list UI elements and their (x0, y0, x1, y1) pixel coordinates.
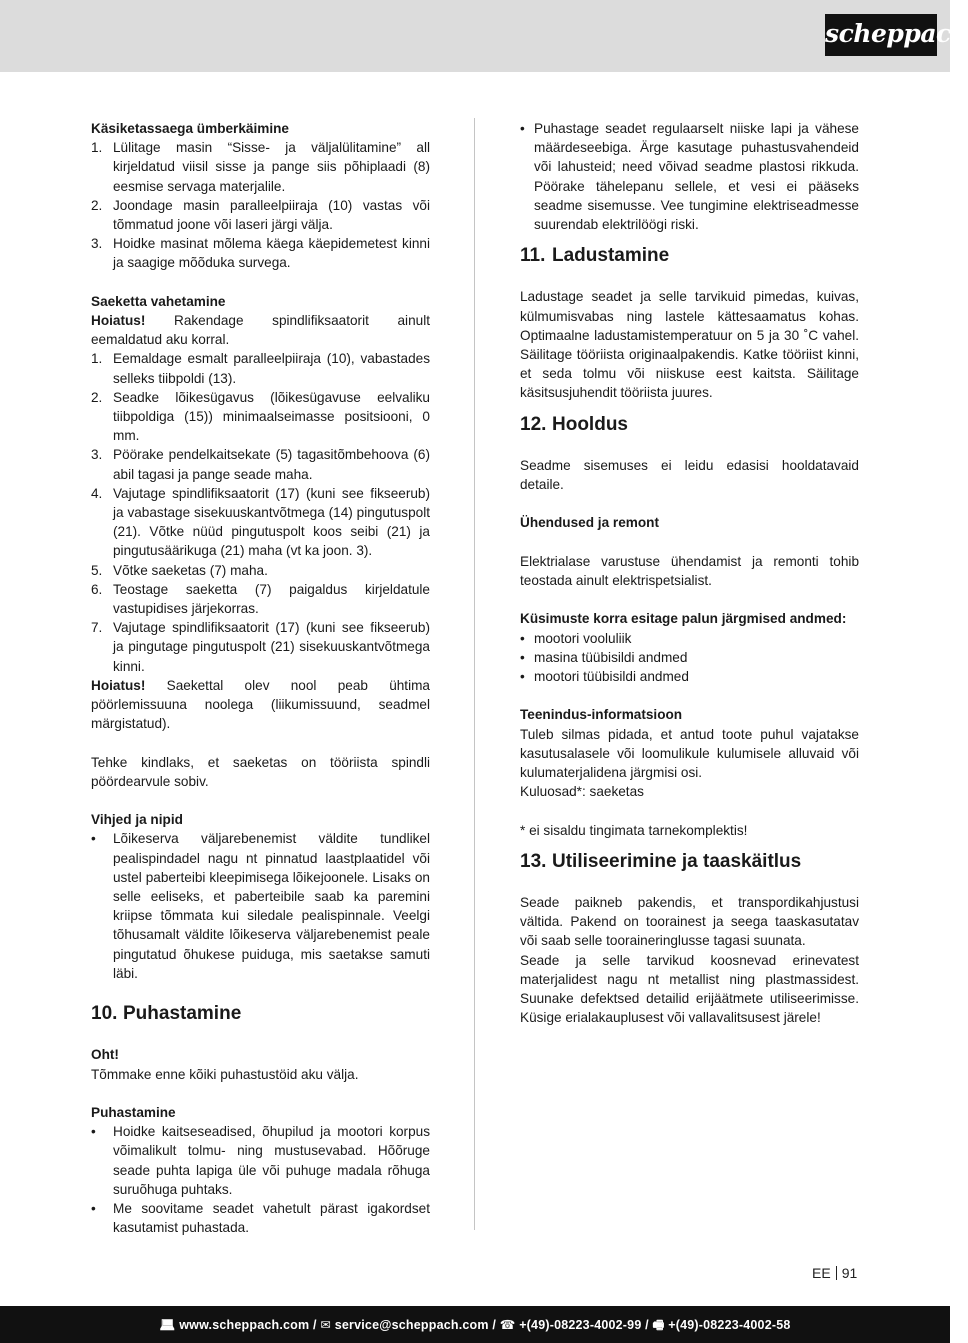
section-heading: Ühendused ja remont (520, 515, 659, 531)
computer-icon: 💻︎ (159, 1318, 176, 1332)
section-heading: Küsimuste korra esitage palun järgmised andmed: (520, 611, 847, 627)
list-item: 1. Eemaldage esmalt paralleelpiiraja (10), vabastades selleks tiibpoldi (13). (91, 351, 430, 386)
numbered-list (91, 349, 430, 675)
bullet-list (91, 829, 430, 983)
list-item: 5. Võtke saeketas (7) maha. (91, 562, 268, 578)
list-item: 6. Teostage saeketta (7) paigaldus kirjeldatule vastupidises järjekorras. (91, 581, 430, 617)
section-heading: Teenindus-informatsioon (520, 707, 683, 723)
bullet-list (520, 119, 859, 234)
bullet-list (91, 1122, 430, 1237)
header-band (0, 0, 950, 72)
paragraph: Kuluosad*: saeketas (520, 784, 644, 800)
list-item: 7. Vajutage spindlifiksaatorit (17) (kuni see fikseerub) ja pingutage pingutuspolt (21) sisekuuskantvõtmega kinni. (91, 620, 430, 674)
numbered-list (91, 138, 430, 272)
paragraph: Tehke kindlaks, et saeketas on tööriista spindli pöördearvule sobiv. (91, 754, 430, 789)
list-item: • Me soovitame seadet vahetult pärast igakordset kasutamist puhastada. (91, 1201, 430, 1236)
section-heading: Käsiketassaega ümberkäimine (91, 121, 289, 136)
section-heading: Puhastamine (91, 1105, 176, 1121)
list-item: 2. Joondage masin paralleelpiiraja (10) vastas või tõmmatud joone või laseri järgi välja. (91, 197, 430, 233)
list-item: 3. Hoidke masinat mõlema käega käepidemetest kinni ja saagige mõõduka survega. (91, 236, 430, 271)
mail-icon: ✉︎ (320, 1318, 332, 1332)
footnote: * ei sisaldu tingimata tarnekomplektis! (520, 822, 748, 838)
list-item: • Lõikeserva väljarebenemist väldite tundlikel pealispindadel nagu nt pinnatud laastplaatidel või ustel paberteibi kleepimisega lõikejoonele. Lisaks on selle eeliseks, et paberteibile saab ka paremini kriipse tõmmata kui siledale pealispinnale. Veelgi tõhusamalt väldite lõikeserva väljarebenemist peale pingutatud õhukese puiduga, mis saetakse samuti läbi. (91, 831, 430, 981)
chapter-heading: 11. Ladustamine (520, 245, 670, 267)
right-column (520, 119, 859, 1027)
footer-bar (0, 1306, 950, 1343)
warning-paragraph: Hoiatus! Rakendage spindlifiksaatorit ainult eemaldatud aku korral. (91, 313, 430, 348)
list-item: • Puhastage seadet regulaarselt niiske lapi ja vähese määrdeseebiga. Ärge kasutage puhastusvahendeid või lahusteid; need võivad seadme plastosi rikkuda. Pöörake tähelepanu sellele, et vesi ei pääseks seadme sisemusse. Vee tungimine elektriseadmesse suurendab elektrilöögi riski. (520, 121, 859, 233)
brand-logo: scheppach (825, 14, 937, 56)
chapter-heading: 13. Utiliseerimine ja taaskäitlus (520, 850, 802, 872)
paragraph: Seade paikneb pakendis, et transpordikahjustusi vältida. Pakend on toorainest ja seega taaskasutatav või saab selle tooraineringlusse tagasi suunata. (520, 894, 859, 949)
page-number: EE 91 (812, 1265, 858, 1281)
paragraph: Seade ja selle tarvikud koosnevad erinevatest materjalidest nagu nt metallist ning plastmassidest. Suunake defektsed detailid erijäätmete utiliseerimisse. Küsige erialakauplusest või vallavalitsusest järele! (520, 952, 859, 1026)
column-divider (474, 118, 475, 1230)
warning-label: Oht! (91, 1047, 119, 1063)
list-item: 2. Seadke lõikesügavus (lõikesügavuse eelvaliku tiibpoldiga (15)) minimaalseimasse positsiooni, 0 mm. (91, 389, 430, 444)
paragraph: Tõmmake enne kõiki puhastustöid aku välja. (91, 1066, 359, 1082)
section-heading: Vihjed ja nipid (91, 812, 183, 828)
list-item: • mootori vooluliik (520, 630, 632, 646)
paragraph: Ladustage seadet ja selle tarvikuid pimedas, kuivas, külmumisvabas ning lastele kättesaamatus kohas. Optimaalne ladustamistemperatuur on 5 ja 30 ˚C vahel. Säilitage tööriista originaalpakendis. Katke tööriist kinni, et seda tolmu või niiskuse eest kaitsta. Säilitage käsitsusjuhendit tööriista juures. (520, 289, 859, 401)
bullet-list (520, 629, 859, 687)
section-heading: Saeketta vahetamine (91, 293, 226, 309)
left-column (91, 119, 430, 1237)
paragraph: Elektrialase varustuse ühendamist ja remonti tohib teostada ainult elektrispetsialist. (520, 553, 859, 588)
footer-contact: 💻︎ www.scheppach.com / ✉︎ service@scheppach.com / ☎︎ +(49)-08223-4002-99 / 🖷︎ +(49)-08223-4002-58 (159, 1318, 791, 1332)
paragraph: Seadme sisemuses ei leidu edasisi hooldatavaid detaile. (520, 457, 859, 493)
email-link[interactable]: service@scheppach.com (334, 1318, 489, 1332)
list-item: 1. Lülitage masin “Sisse- ja väljalülitamine” all kirjeldatud viisil sisse ja pange siis põhiplaadi (8) eesmise servaga materjalile. (91, 140, 430, 194)
list-item: • Hoidke kaitseseadised, õhupilud ja mootori korpus võimalikult tolmu- ning mustusevabad. Hõõruge seade puhta lapiga üle või puhuge madala rõhuga suruõhuga puhtaks. (91, 1124, 430, 1197)
warning-paragraph: Hoiatus! Saekettal olev nool peab ühtima pöörlemissuuna noolega (liikumissuund, seadmel märgistatud). (91, 677, 430, 732)
list-item: • mootori tüübisildi andmed (520, 669, 689, 684)
phone-icon: ☎︎ (499, 1318, 516, 1332)
list-item: 4. Vajutage spindlifiksaatorit (17) (kuni see fikseerub) ja vabastage sisekuuskantvõtmega (14) pingutuspolt (21). Võtke nüüd pingutuspolt koos seibi (21) ja pingutusäärikuga (21) maha (vt ka joon. 3). (91, 485, 430, 559)
fax-icon: 🖷︎ (652, 1318, 665, 1332)
chapter-heading: 10. Puhastamine (91, 1003, 242, 1025)
website-link[interactable]: www.scheppach.com (179, 1318, 310, 1332)
phone-number: +(49)-08223-4002-99 (519, 1318, 642, 1332)
fax-number: +(49)-08223-4002-58 (668, 1318, 791, 1332)
list-item: • masina tüübisildi andmed (520, 649, 688, 665)
chapter-heading: 12. Hooldus (520, 413, 628, 435)
list-item: 3. Pöörake pendelkaitsekate (5) tagasitõmbehoova (6) abil tagasi ja pange seade maha. (91, 447, 430, 482)
paragraph: Tuleb silmas pidada, et antud toote puhul vajatakse kasutusalasele või loomulikule kulumisele alluvaid või kulumaterjalidena järgmisi osi. (520, 726, 859, 780)
